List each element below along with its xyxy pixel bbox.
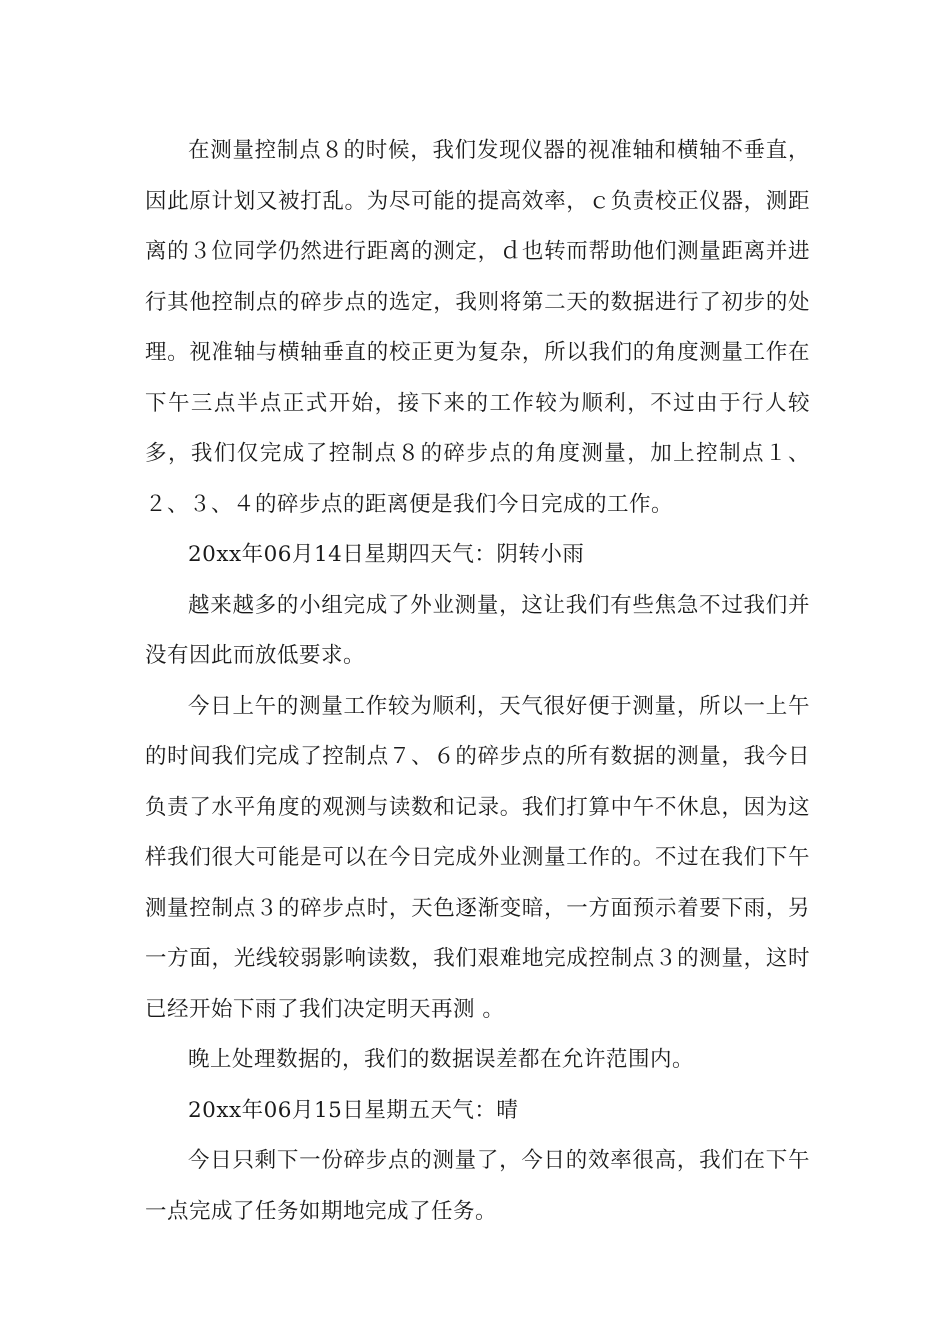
paragraph-final-task: 今日只剩下一份碎步点的测量了，今日的效率很高，我们在下午一点完成了任务如期地完成了任务。 [145, 1148, 810, 1224]
document-body [145, 126, 810, 1237]
paragraph-morning-work: 今日上午的测量工作较为顺利，天气很好便于测量，所以一上午的时间我们完成了控制点７、６的碎步点的所有数据的测量，我今日负责了水平角度的观测与读数和记录。我们打算中午不休息，因为这样我们很大可能是可以在今日完成外业测量工作的。不过在我们下午测量控制点３的碎步点时，天色逐渐变暗，一方面预示着要下雨，另一方面，光线较弱影响读数，我们艰难地完成控制点３的测量，这时已经开始下雨了我们决定明天再测 。 [145, 693, 810, 1022]
paragraph-evening-data: 晚上处理数据的，我们的数据误差都在允许范围内。 [188, 1047, 695, 1072]
paragraph-other-groups: 越来越多的小组完成了外业测量，这让我们有些焦急不过我们并没有因此而放低要求。 [145, 592, 810, 668]
date-heading-june-15: 20xx年06月15日星期五天气：晴 [188, 1097, 519, 1123]
paragraph-control-point-8: 在测量控制点８的时候，我们发现仪器的视准轴和横轴不垂直，因此原计划又被打乱。为尽可能的提高效率，ｃ负责校正仪器，测距离的３位同学仍然进行距离的测定，ｄ也转而帮助他们测量距离并进行其他控制点的碎步点的选定，我则将第二天的数据进行了初步的处理。视准轴与横轴垂直的校正更为复杂，所以我们的角度测量工作在下午三点半点正式开始，接下来的工作较为顺利，不过由于行人较多，我们仅完成了控制点８的碎步点的角度测量，加上控制点１、２、３、４的碎步点的距离便是我们今日完成的工作。 [145, 138, 810, 517]
date-heading-june-14: 20xx年06月14日星期四天气：阴转小雨 [188, 542, 585, 567]
